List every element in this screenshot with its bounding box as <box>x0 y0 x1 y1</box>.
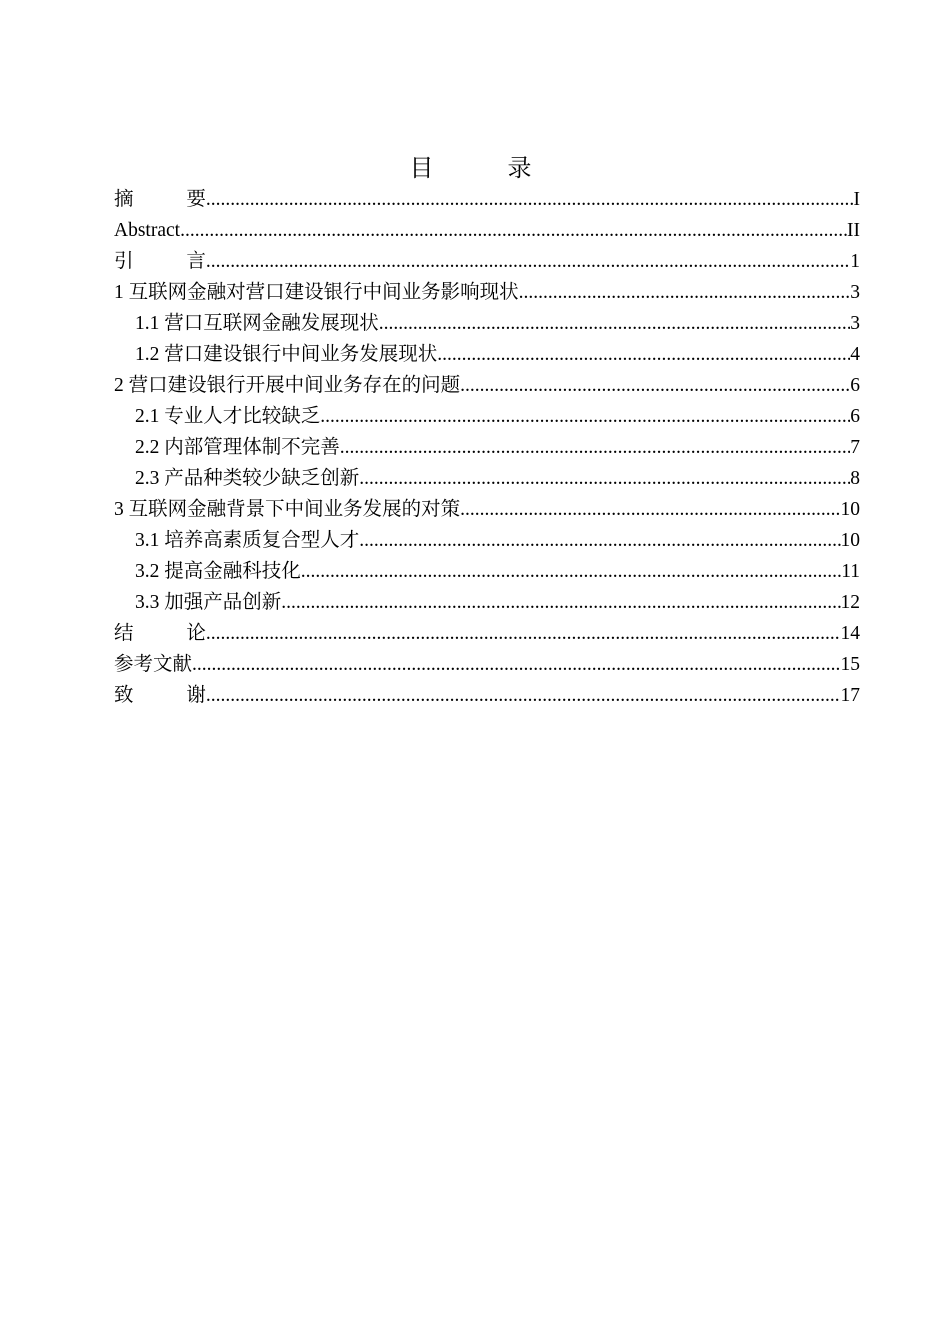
toc-leader-dots <box>192 649 840 680</box>
toc-entry-page: 3 <box>850 313 860 334</box>
toc-entry-section-2-2[interactable] <box>114 432 860 463</box>
toc-entry-page: 3 <box>850 282 860 303</box>
toc-entry-label: 3.3 加强产品创新 <box>135 592 282 613</box>
toc-entry-abstract-en[interactable] <box>114 215 860 246</box>
toc-entry-section-1-1[interactable] <box>114 308 860 339</box>
toc-entry-page: 12 <box>840 592 860 613</box>
toc-entry-label: 引 言 <box>114 251 206 272</box>
toc-leader-dots <box>460 494 840 525</box>
toc-entry-page: 11 <box>841 561 860 582</box>
toc-leader-dots <box>437 339 850 370</box>
toc-entry-label: 摘 要 <box>114 189 206 210</box>
toc-entry-label: 1.1 营口互联网金融发展现状 <box>135 313 379 334</box>
toc-leader-dots <box>379 308 850 339</box>
toc-leader-dots <box>281 587 840 618</box>
toc-entry-references[interactable] <box>114 649 860 680</box>
toc-entry-section-3-3[interactable] <box>114 587 860 618</box>
toc-entry-introduction[interactable] <box>114 246 860 277</box>
table-of-contents <box>114 184 860 711</box>
toc-entry-label: Abstract <box>114 220 181 241</box>
toc-entry-conclusion[interactable] <box>114 618 860 649</box>
toc-entry-page: 6 <box>850 406 860 427</box>
toc-entry-label: 2.2 内部管理体制不完善 <box>135 437 340 458</box>
toc-entry-page: II <box>847 220 860 241</box>
toc-entry-label: 3.2 提高金融科技化 <box>135 561 301 582</box>
toc-entry-label: 2 营口建设银行开展中间业务存在的问题 <box>114 375 461 396</box>
toc-entry-label: 3.1 培养高素质复合型人才 <box>135 530 360 551</box>
toc-entry-page: 10 <box>840 499 860 520</box>
toc-entry-label: 1.2 营口建设银行中间业务发展现状 <box>135 344 438 365</box>
toc-entry-label: 3 互联网金融背景下中间业务发展的对策 <box>114 499 461 520</box>
toc-entry-section-2-1[interactable] <box>114 401 860 432</box>
toc-entry-section-1-2[interactable] <box>114 339 860 370</box>
toc-entry-abstract-cn[interactable] <box>114 184 860 215</box>
toc-entry-page: 4 <box>850 344 860 365</box>
toc-leader-dots <box>180 215 847 246</box>
toc-entry-page: 10 <box>840 530 860 551</box>
toc-entry-section-2-3[interactable] <box>114 463 860 494</box>
toc-leader-dots <box>519 277 851 308</box>
toc-entry-page: I <box>853 189 860 210</box>
toc-leader-dots <box>460 370 850 401</box>
toc-leader-dots <box>320 401 850 432</box>
toc-entry-page: 17 <box>840 685 860 706</box>
toc-entry-label: 1 互联网金融对营口建设银行中间业务影响现状 <box>114 282 519 303</box>
toc-entry-chapter-1[interactable] <box>114 277 860 308</box>
toc-entry-label: 2.1 专业人才比较缺乏 <box>135 406 321 427</box>
toc-leader-dots <box>359 463 850 494</box>
toc-entry-label: 结 论 <box>114 623 206 644</box>
toc-entry-section-3-2[interactable] <box>114 556 860 587</box>
toc-entry-page: 14 <box>840 623 860 644</box>
toc-leader-dots <box>206 618 841 649</box>
toc-entry-page: 6 <box>850 375 860 396</box>
toc-entry-page: 15 <box>840 654 860 675</box>
toc-entry-chapter-3[interactable] <box>114 494 860 525</box>
toc-entry-page: 7 <box>850 437 860 458</box>
toc-entry-page: 1 <box>850 251 860 272</box>
toc-entry-label: 致 谢 <box>114 685 206 706</box>
toc-entry-chapter-2[interactable] <box>114 370 860 401</box>
toc-leader-dots <box>206 680 841 711</box>
toc-leader-dots <box>301 556 841 587</box>
toc-entry-acknowledgements[interactable] <box>114 680 860 711</box>
toc-entry-label: 2.3 产品种类较少缺乏创新 <box>135 468 360 489</box>
toc-leader-dots <box>206 246 850 277</box>
toc-leader-dots <box>206 184 854 215</box>
toc-leader-dots <box>340 432 850 463</box>
toc-leader-dots <box>359 525 840 556</box>
toc-entry-section-3-1[interactable] <box>114 525 860 556</box>
toc-title: 目 录 <box>409 156 566 182</box>
toc-entry-page: 8 <box>850 468 860 489</box>
toc-entry-label: 参考文献 <box>114 654 193 675</box>
